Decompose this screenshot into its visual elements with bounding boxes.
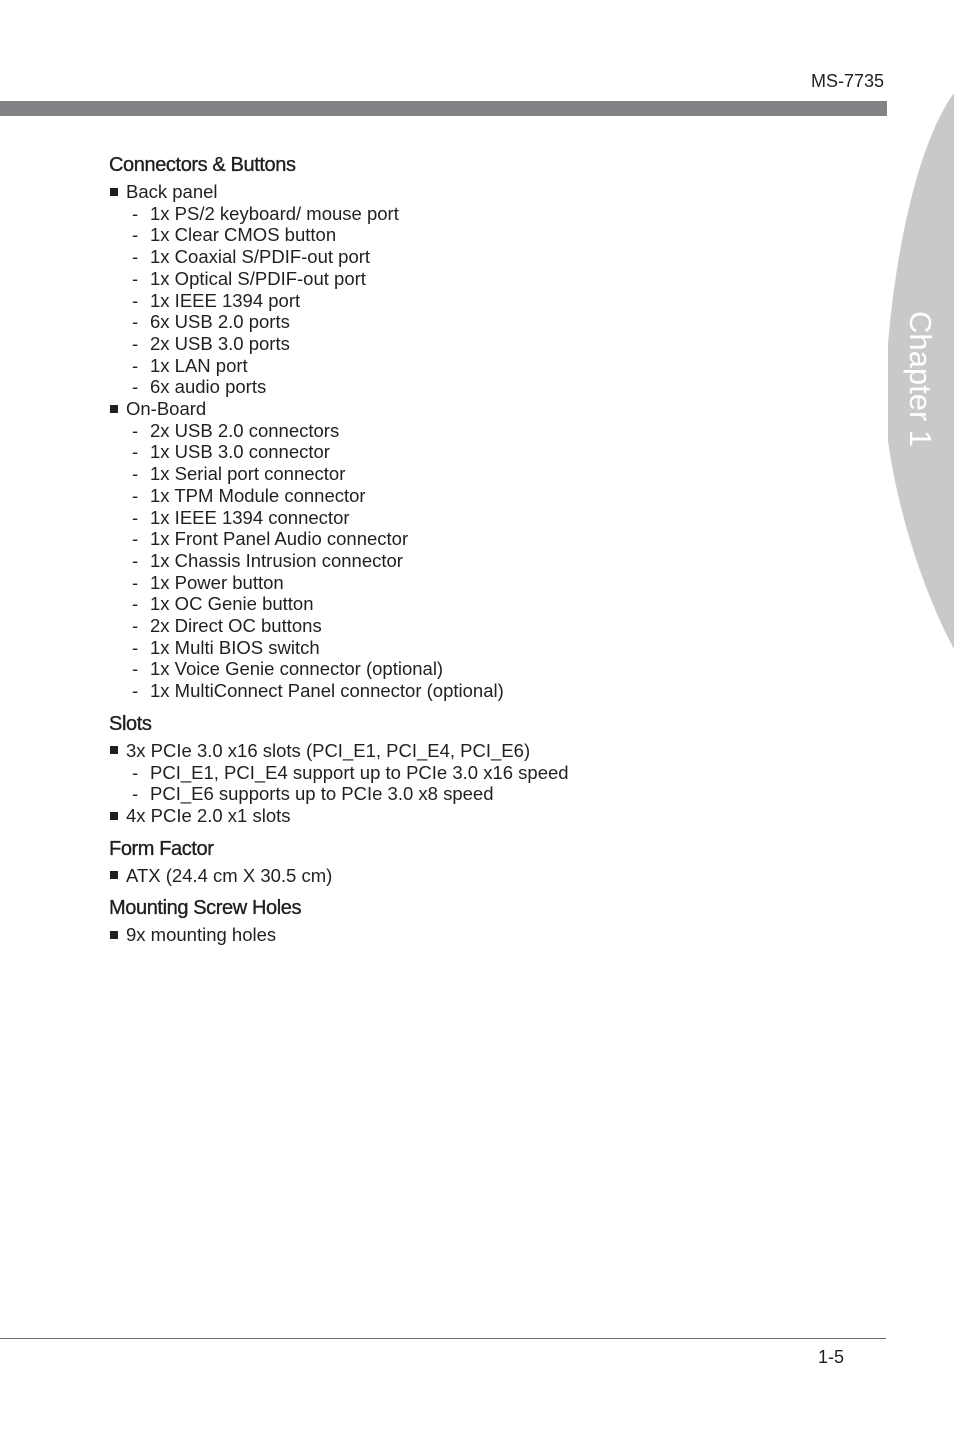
spec-subitem [132, 658, 849, 680]
spec-subitem [132, 420, 849, 442]
dash-marker: - [132, 549, 139, 571]
spec-subitem-text: 1x Serial port connector [150, 463, 346, 485]
spec-subitem-text: 6x audio ports [150, 376, 267, 398]
square-bullet-icon [110, 405, 118, 413]
spec-subitem [132, 762, 849, 784]
dash-marker: - [132, 332, 139, 354]
spec-subitem-text: 1x Coaxial S/PDIF-out port [150, 246, 371, 268]
dash-marker: - [132, 246, 139, 268]
spec-subitem-text: 1x USB 3.0 connector [150, 441, 330, 463]
spec-subitem [132, 637, 849, 659]
spec-item-text: 3x PCIe 3.0 x16 slots (PCI_E1, PCI_E4, PCI_E6) [126, 739, 531, 761]
dash-marker: - [132, 636, 139, 658]
spec-item [109, 924, 849, 946]
spec-list [109, 865, 849, 887]
model-number: MS-7735 [810, 71, 884, 91]
spec-subitem-text: 1x Front Panel Audio connector [150, 528, 409, 550]
spec-item-text: 9x mounting holes [126, 924, 277, 946]
spec-subitem-text: 1x Power button [150, 571, 284, 593]
dash-marker: - [132, 761, 139, 783]
square-bullet-icon [110, 188, 118, 196]
section-heading: Form Factor [109, 837, 214, 860]
dash-marker: - [132, 593, 139, 615]
spec-subitem [132, 203, 849, 225]
spec-sublist [109, 762, 849, 805]
spec-section [109, 836, 849, 887]
spec-section [109, 711, 849, 827]
section-heading: Mounting Screw Holes [109, 897, 302, 920]
spec-subitem-text: 1x Multi BIOS switch [150, 636, 320, 658]
dash-marker: - [132, 528, 139, 550]
spec-subitem [132, 268, 849, 290]
spec-subitem-text: 2x USB 2.0 connectors [150, 419, 340, 441]
header-bar [0, 101, 887, 116]
dash-marker: - [132, 267, 139, 289]
spec-item [109, 865, 849, 887]
spec-item [109, 740, 849, 805]
spec-subitem-text: 2x USB 3.0 ports [150, 332, 290, 354]
spec-subitem-text: 1x OC Genie button [150, 593, 314, 615]
dash-marker: - [132, 224, 139, 246]
spec-subitem [132, 528, 849, 550]
spec-subitem [132, 680, 849, 702]
spec-subitem-text: PCI_E6 supports up to PCIe 3.0 x8 speed [150, 783, 494, 805]
dash-marker: - [132, 441, 139, 463]
dash-marker: - [132, 506, 139, 528]
dash-marker: - [132, 615, 139, 637]
footer-rule [0, 1338, 886, 1339]
spec-subitem-text: 1x LAN port [150, 354, 248, 376]
spec-section [109, 152, 849, 702]
spec-subitem [132, 333, 849, 355]
dash-marker: - [132, 484, 139, 506]
square-bullet-icon [110, 931, 118, 939]
dash-marker: - [132, 376, 139, 398]
spec-subitem [132, 485, 849, 507]
dash-marker: - [132, 658, 139, 680]
square-bullet-icon [110, 746, 118, 754]
spec-list [109, 924, 849, 946]
spec-subitem [132, 355, 849, 377]
spec-subitem-text: 1x Clear CMOS button [150, 224, 337, 246]
spec-subitem [132, 311, 849, 333]
spec-subitem-text: PCI_E1, PCI_E4 support up to PCIe 3.0 x16 speed [150, 761, 569, 783]
spec-section [109, 895, 849, 946]
spec-subitem-text: 2x Direct OC buttons [150, 615, 322, 637]
dash-marker: - [132, 680, 139, 702]
spec-content [109, 152, 849, 955]
dash-marker: - [132, 571, 139, 593]
spec-item [109, 805, 849, 827]
section-heading: Slots [109, 712, 152, 735]
dash-marker: - [132, 311, 139, 333]
spec-subitem [132, 550, 849, 572]
dash-marker: - [132, 202, 139, 224]
dash-marker: - [132, 354, 139, 376]
spec-subitem-text: 1x IEEE 1394 port [150, 289, 301, 311]
spec-item-text: ATX (24.4 cm X 30.5 cm) [126, 864, 333, 886]
spec-subitem [132, 441, 849, 463]
spec-subitem [132, 572, 849, 594]
chapter-side-tab [888, 93, 954, 649]
spec-subitem-text: 1x PS/2 keyboard/ mouse port [150, 202, 399, 224]
section-heading: Connectors & Buttons [109, 154, 296, 176]
spec-subitem-text: 6x USB 2.0 ports [150, 311, 290, 333]
spec-subitem [132, 507, 849, 529]
spec-subitem [132, 593, 849, 615]
spec-subitem [132, 376, 849, 398]
spec-subitem [132, 224, 849, 246]
chapter-label: Chapter 1 [903, 311, 938, 448]
page-number: 1-5 [818, 1347, 845, 1367]
dash-marker: - [132, 463, 139, 485]
spec-subitem-text: 1x IEEE 1394 connector [150, 506, 350, 528]
spec-subitem [132, 246, 849, 268]
spec-sublist [109, 420, 849, 702]
spec-subitem [132, 615, 849, 637]
spec-subitem [132, 783, 849, 805]
spec-subitem-text: 1x Optical S/PDIF-out port [150, 267, 366, 289]
spec-list [109, 740, 849, 827]
spec-subitem-text: 1x Chassis Intrusion connector [150, 549, 403, 571]
spec-subitem [132, 463, 849, 485]
square-bullet-icon [110, 871, 118, 879]
chapter-tab-shape [888, 93, 954, 649]
dash-marker: - [132, 783, 139, 805]
spec-item [109, 398, 849, 702]
square-bullet-icon [110, 812, 118, 820]
spec-item [109, 181, 849, 398]
spec-sublist [109, 203, 849, 398]
dash-marker: - [132, 289, 139, 311]
spec-item-text: Back panel [126, 181, 218, 202]
dash-marker: - [132, 419, 139, 441]
spec-item-text: On-Board [126, 398, 207, 420]
spec-subitem [132, 290, 849, 312]
spec-subitem-text: 1x Voice Genie connector (optional) [150, 658, 444, 680]
spec-subitem-text: 1x TPM Module connector [150, 484, 366, 506]
spec-item-text: 4x PCIe 2.0 x1 slots [126, 804, 291, 826]
spec-subitem-text: 1x MultiConnect Panel connector (optional) [150, 680, 504, 702]
spec-list [109, 181, 849, 702]
